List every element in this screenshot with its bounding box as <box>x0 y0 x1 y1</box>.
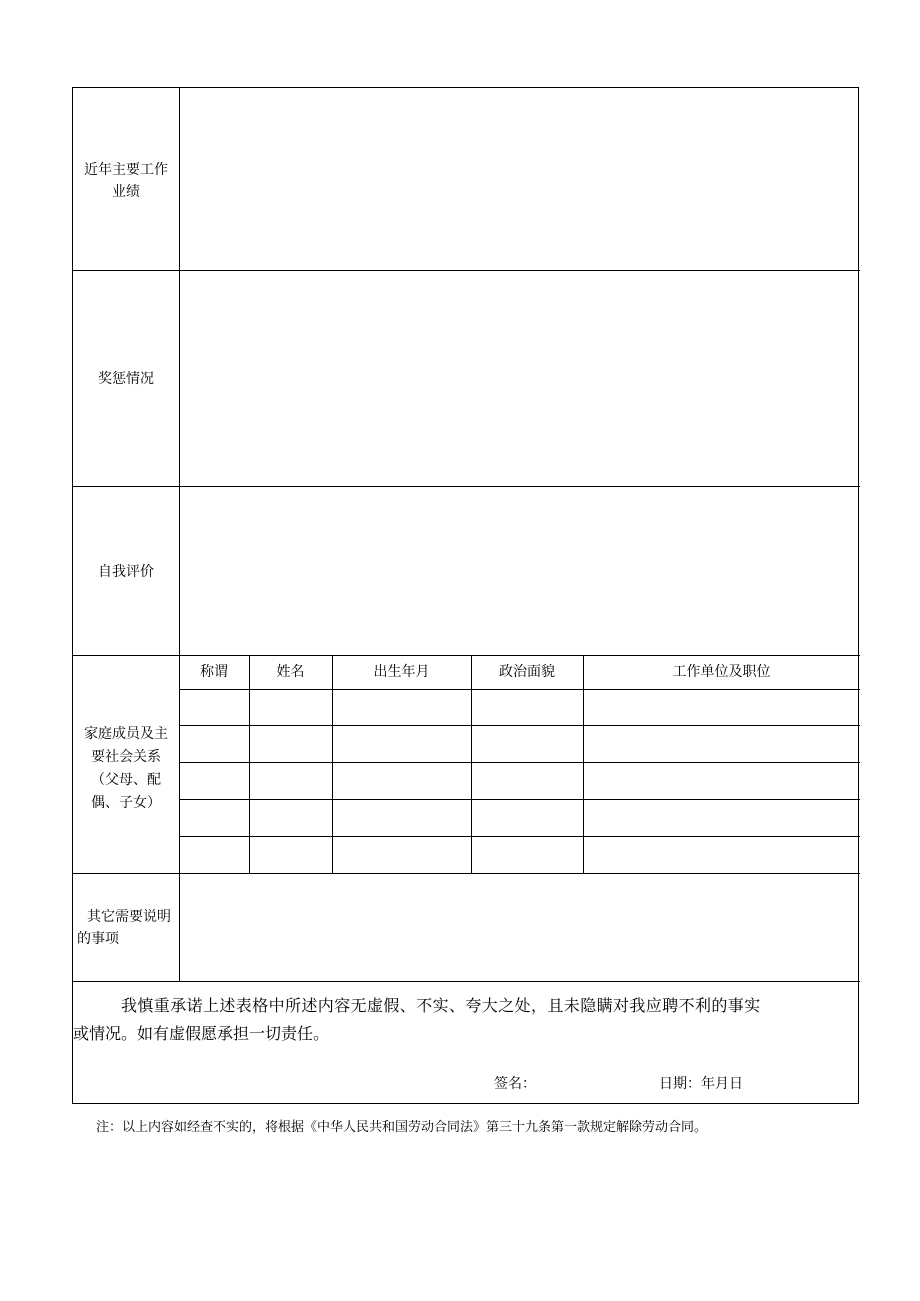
family-header-birth: 出生年月 <box>373 664 430 680</box>
pledge-line2: 或情况。如有虚假愿承担一切责任。 <box>73 1024 330 1043</box>
family-header-name: 姓名 <box>276 664 305 680</box>
self-eval-label-text: 自我评价 <box>98 564 154 580</box>
divider-other <box>73 981 860 982</box>
divider-achievements <box>73 270 860 271</box>
divider-family <box>73 873 860 874</box>
family-label-line2: 要社会关系 <box>91 749 161 765</box>
family-col-line-4 <box>583 655 584 873</box>
divider-rewards <box>73 486 860 487</box>
footnote: 注：以上内容如经查不实的，将根据《中华人民共和国劳动合同法》第三十九条第一款规定解除劳动合同。 <box>96 1120 708 1135</box>
family-header-employer: 工作单位及职位 <box>672 664 771 680</box>
application-form-table <box>72 87 859 1104</box>
pledge-line1: 我慎重承诺上述表格中所述内容无虚假、不实、夸大之处，且未隐瞒对我应聘不利的事实 <box>121 996 761 1015</box>
other-label-line2: 的事项 <box>77 931 119 947</box>
family-label-line4: 偶、子女） <box>91 795 161 811</box>
family-label-line3: （父母、配 <box>91 772 161 788</box>
family-header-relation: 称谓 <box>200 664 228 680</box>
rewards-label-text: 奖惩情况 <box>98 371 154 387</box>
achievements-label <box>73 159 179 203</box>
family-row-line-1 <box>179 725 860 726</box>
family-col-line-2 <box>332 655 333 873</box>
label-column-divider <box>179 88 180 981</box>
family-header-bottom <box>179 689 860 690</box>
self-eval-label <box>73 561 179 583</box>
family-col-line-1 <box>249 655 250 873</box>
other-label-line1: 其它需要说明 <box>87 909 171 925</box>
rewards-label <box>73 368 179 390</box>
signature-label: 签名： <box>494 1076 536 1092</box>
date-label: 日期：年月日 <box>659 1076 743 1092</box>
divider-self-eval <box>73 655 860 656</box>
family-row-line-2 <box>179 762 860 763</box>
achievements-label-line1: 近年主要工作 <box>84 162 168 178</box>
family-header-political: 政治面貌 <box>499 664 555 680</box>
family-col-line-3 <box>471 655 472 873</box>
pledge-text <box>73 992 860 1048</box>
achievements-label-line2: 业绩 <box>112 184 140 200</box>
family-row-line-4 <box>179 836 860 837</box>
family-label-line1: 家庭成员及主 <box>84 726 168 742</box>
family-label <box>73 723 179 815</box>
other-label <box>77 906 181 950</box>
family-row-line-3 <box>179 799 860 800</box>
